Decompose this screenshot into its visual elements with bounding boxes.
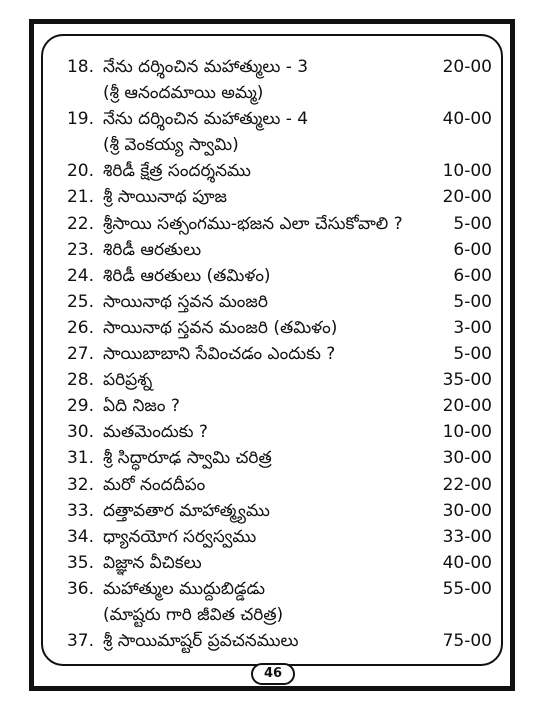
item-price: 33-00 [442, 526, 492, 547]
book-item [60, 367, 492, 393]
item-number: 28. [66, 370, 94, 391]
item-title: శ్రీసాయి సత్సంగము-భజన ఎలా చేసుకోవాలి ? [103, 213, 403, 234]
book-item [60, 628, 492, 654]
item-price: 6-00 [453, 265, 492, 286]
item-title: శిరిడీ ఆరతులు (తమిళం) [103, 265, 271, 286]
book-item [60, 315, 492, 341]
item-price: 5-00 [453, 291, 492, 312]
item-number: 22. [66, 213, 94, 234]
item-number: 27. [66, 344, 94, 365]
item-price: 55-00 [442, 578, 492, 599]
item-price: 35-00 [442, 370, 492, 391]
item-title: శ్రీ సిద్ధారూఢ స్వామి చరిత్ర [103, 448, 272, 469]
item-title: శిరిడీ ఆరతులు [103, 239, 202, 260]
item-number: 33. [66, 500, 94, 521]
book-item [60, 237, 492, 263]
item-title: పరిప్రశ్న [103, 370, 153, 391]
book-price-list [60, 54, 492, 654]
item-price: 5-00 [453, 344, 492, 365]
item-number: 24. [66, 265, 94, 286]
item-number: 25. [66, 291, 94, 312]
book-item [60, 54, 492, 80]
book-item [60, 472, 492, 498]
item-subtitle: (మాష్టరు గారి జీవిత చరిత్ర) [103, 604, 284, 625]
book-item-subtitle-row [60, 80, 492, 106]
item-number: 30. [66, 422, 94, 443]
item-title: ధ్యానయోగ సర్వస్వము [103, 526, 257, 547]
item-title: సాయిబాబాని సేవించడం ఎందుకు ? [103, 344, 336, 365]
item-price: 5-00 [453, 213, 492, 234]
item-title: శ్రీ సాయినాథ పూజ [103, 187, 227, 208]
item-price: 6-00 [453, 239, 492, 260]
item-title: మహాత్ముల ముద్దుబిడ్డడు [103, 578, 266, 599]
book-item-subtitle-row [60, 602, 492, 628]
book-item [60, 498, 492, 524]
item-subtitle: (శ్రీ ఆనందమాయి అమ్మ) [103, 83, 264, 104]
item-number: 19. [66, 109, 94, 130]
item-number: 29. [66, 396, 94, 417]
item-number: 35. [66, 552, 94, 573]
item-title: నేను దర్శించిన మహాత్ములు - 3 [103, 57, 309, 77]
book-item [60, 419, 492, 445]
book-item [60, 341, 492, 367]
item-price: 40-00 [442, 109, 492, 130]
item-number: 31. [66, 448, 94, 469]
item-number: 34. [66, 526, 94, 547]
item-title: సాయినాథ స్తవన మంజరి [103, 291, 268, 312]
item-price: 22-00 [442, 474, 492, 495]
item-number: 21. [66, 187, 94, 208]
item-price: 10-00 [442, 422, 492, 443]
item-price: 10-00 [442, 161, 492, 182]
book-item [60, 211, 492, 237]
item-price: 75-00 [442, 631, 492, 652]
item-number: 18. [66, 57, 94, 77]
book-item [60, 393, 492, 419]
item-price: 30-00 [442, 448, 492, 469]
item-price: 20-00 [442, 57, 492, 77]
item-number: 36. [66, 578, 94, 599]
page-number: 46 [251, 663, 295, 685]
item-price: 30-00 [442, 500, 492, 521]
book-item [60, 184, 492, 210]
book-item [60, 106, 492, 132]
item-title: దత్తావతార మాహాత్మ్యము [103, 500, 270, 521]
item-title: సాయినాథ స్తవన మంజరి (తమిళం) [103, 317, 338, 338]
book-item [60, 263, 492, 289]
item-title: శ్రీ సాయిమాష్టర్ ప్రవచనములు [103, 631, 299, 652]
item-price: 20-00 [442, 187, 492, 208]
book-item-subtitle-row [60, 132, 492, 158]
item-number: 23. [66, 239, 94, 260]
item-number: 20. [66, 161, 94, 182]
item-title: మతమెందుకు ? [103, 422, 208, 443]
item-title: మరో నందదీపం [103, 474, 206, 495]
item-price: 3-00 [453, 317, 492, 338]
book-item [60, 158, 492, 184]
item-title: శిరిడీ క్షేత్ర సందర్శనము [103, 161, 251, 182]
item-number: 32. [66, 474, 94, 495]
item-title: విజ్ఞాన వీచికలు [103, 552, 202, 573]
item-title: ఏది నిజం ? [103, 396, 180, 417]
book-item [60, 524, 492, 550]
item-number: 37. [66, 631, 94, 652]
item-price: 40-00 [442, 552, 492, 573]
item-subtitle: (శ్రీ వెంకయ్య స్వామి) [103, 135, 239, 156]
book-item [60, 445, 492, 471]
item-price: 20-00 [442, 396, 492, 417]
item-number: 26. [66, 317, 94, 338]
book-item [60, 576, 492, 602]
book-item [60, 550, 492, 576]
book-item [60, 289, 492, 315]
item-title: నేను దర్శించిన మహాత్ములు - 4 [103, 109, 309, 130]
